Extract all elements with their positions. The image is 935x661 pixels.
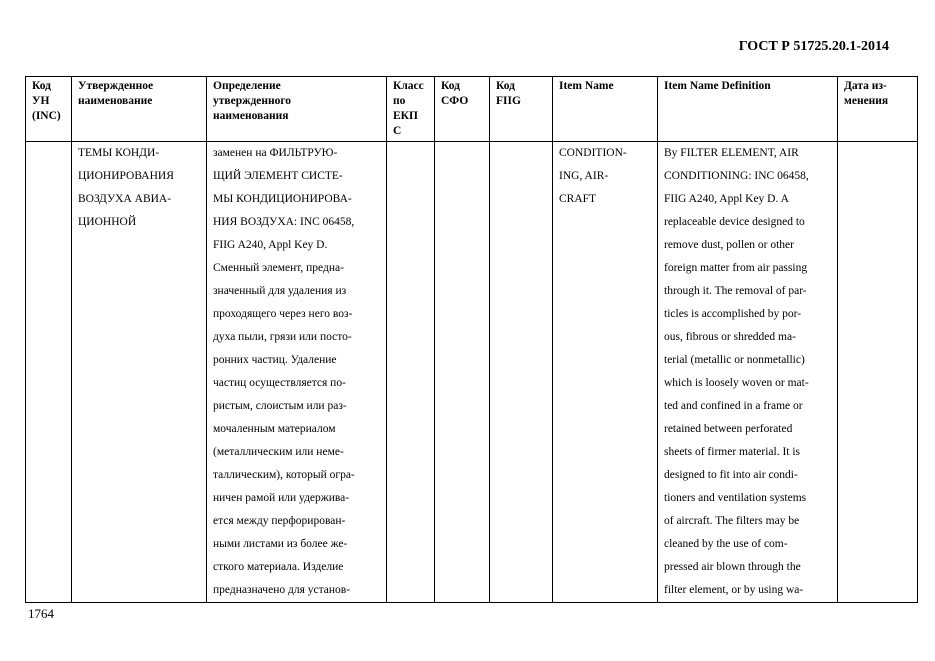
cell-line: НИЯ ВОЗДУХА: INC 06458, [213,216,355,228]
cell-line: (металлическим или неме- [213,446,344,458]
cell-line: foreign matter from air passing [664,262,808,274]
cell-line: CRAFT [559,193,597,205]
cell-line: CONDITION- [559,147,627,159]
cell-ekps-class [387,142,435,603]
cell-line: ВОЗДУХА АВИА- [78,193,172,205]
cell-line: ТЕМЫ КОНДИ- [78,147,160,159]
col-header-inc: Код УН (INC) [26,77,72,142]
cell-line: сткого материала. Изделие [213,561,344,573]
cell-line: мочаленным материалом [213,423,336,435]
cell-line: таллическим), который огра- [213,469,355,481]
col-header-item-definition: Item Name Definition [658,77,838,142]
cell-item-name [553,142,658,603]
col-header-sfo-code: Код СФО [435,77,490,142]
cell-line: designed to fit into air condi- [664,469,798,481]
cell-inc [26,142,72,603]
cell-line: through it. The removal of par- [664,285,807,297]
col-header-fiig-code: Код FIIG [490,77,553,142]
cell-line: cleaned by the use of com- [664,538,788,550]
col-header-change-date: Дата из- менения [838,77,918,142]
cell-line: FIIG A240, Appl Key D. [213,239,328,251]
catalog-table [25,76,918,603]
cell-line: which is loosely woven or mat- [664,377,809,389]
cell-definition-ru [207,142,387,603]
col-header-approved-name: Утвержденное наименование [72,77,207,142]
cell-line: of aircraft. The filters may be [664,515,800,527]
cell-line: ристым, слоистым или раз- [213,400,347,412]
cell-line: значенный для удаления из [213,285,347,297]
cell-line: ted and confined in a frame or [664,400,803,412]
col-header-ekps-class: Класс по ЕКП С [387,77,435,142]
cell-line: проходящего через него воз- [213,308,353,320]
header-row [26,77,918,142]
col-header-definition: Определение утвержденного наименования [207,77,387,142]
col-header-item-name: Item Name [553,77,658,142]
cell-line: частиц осуществляется по- [213,377,346,389]
cell-line: CONDITIONING: INC 06458, [664,170,809,182]
page-number: 1764 [28,606,54,621]
cell-line: духа пыли, грязи или посто- [213,331,352,343]
cell-line: replaceable device designed to [664,216,805,228]
cell-line: заменен на ФИЛЬТРУЮ- [213,147,338,159]
cell-line: retained between perforated [664,423,793,435]
cell-line: ными листами из более же- [213,538,348,550]
cell-line: remove dust, pollen or other [664,239,794,251]
cell-line: terial (metallic or nonmetallic) [664,354,805,366]
cell-line: ется между перфорирован- [213,515,346,527]
cell-sfo-code [435,142,490,603]
cell-line: tioners and ventilation systems [664,492,807,504]
cell-line: ЦИОННОЙ [78,216,137,228]
cell-line: ронних частиц. Удаление [213,354,337,366]
cell-line: ticles is accomplished by por- [664,308,802,320]
cell-line: ЩИЙ ЭЛЕМЕНТ СИСТЕ- [213,170,343,182]
cell-fiig-code [490,142,553,603]
cell-approved-name [72,142,207,603]
cell-line: ous, fibrous or shredded ma- [664,331,796,343]
cell-line: filter element, or by using wa- [664,584,804,596]
cell-line: sheets of firmer material. It is [664,446,801,458]
cell-line: pressed air blown through the [664,561,801,573]
cell-line: предназначено для установ- [213,584,351,596]
cell-line: ЦИОНИРОВАНИЯ [78,170,174,182]
cell-change-date [838,142,918,603]
table-row [26,142,918,603]
cell-line: FIIG A240, Appl Key D. A [664,193,789,205]
document-code: ГОСТ Р 51725.20.1-2014 [738,39,889,54]
cell-line: МЫ КОНДИЦИОНИРОВА- [213,193,352,205]
cell-line: Сменный элемент, предна- [213,262,344,274]
cell-line: ING, AIR- [559,170,609,182]
cell-item-definition [658,142,838,603]
cell-line: By FILTER ELEMENT, AIR [664,147,799,159]
cell-line: ничен рамой или удержива- [213,492,350,504]
